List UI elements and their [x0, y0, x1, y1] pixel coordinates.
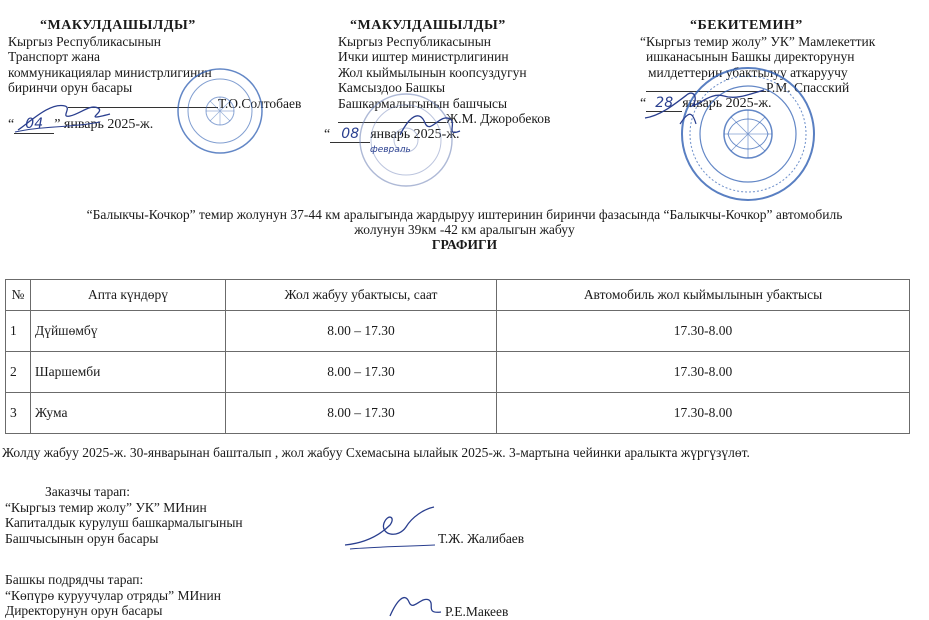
- table-row: [6, 393, 910, 434]
- date-rest: январь 2025-ж.: [682, 95, 772, 111]
- signer-name: Т.О.Солтобаев: [218, 95, 302, 111]
- contractor-signer: Р.Е.Макеев: [445, 604, 509, 619]
- customer-line: Башчысынын орун басары: [5, 530, 159, 546]
- cell-closure-time: 8.00 – 17.30: [226, 393, 497, 434]
- signer-name: Ж.М. Джоробеков: [446, 111, 551, 126]
- handwritten-note: февраль: [370, 145, 411, 155]
- cell-closure-time: 8.00 – 17.30: [226, 352, 497, 393]
- approval-date: “ 04 ” январь 2025-ж.: [8, 116, 154, 132]
- date-day: 04: [14, 117, 54, 134]
- closure-note: Жолду жабуу 2025-ж. 30-январынан башталып , жол жабуу Схемасына ылайык 2025-ж. 3-мартына чейинки аралыкта жүргүзүлөт.: [2, 445, 750, 460]
- column-header-closure-time: Жол жабуу убактысы, саат: [226, 280, 497, 311]
- cell-traffic-time: 17.30-8.00: [497, 352, 910, 393]
- caption-line: жолунун 39км -42 км аралыгын жабуу: [354, 222, 575, 237]
- approval-line: биринчи орун басары: [8, 80, 133, 95]
- approval-line: милдеттерин убактылуу аткаруучу: [648, 64, 848, 80]
- signature-spassky: [640, 84, 770, 129]
- contractor-line: Директорунун орун басары: [5, 603, 163, 618]
- approval-line: Жол кыймылынын коопсуздугун: [338, 64, 527, 80]
- signer-name: Р.М. Спасский: [766, 80, 850, 95]
- customer-signer: Т.Ж. Жалибаев: [438, 531, 525, 546]
- signature-zhalibaev: [340, 505, 440, 555]
- official-stamp-transport-ministry: [175, 66, 265, 156]
- table-row: [6, 311, 910, 352]
- customer-heading: Заказчы тарап:: [45, 484, 130, 499]
- cell-weekday: Жума: [31, 393, 226, 434]
- column-header-traffic-time: Автомобиль жол кыймылынын убактысы: [497, 280, 910, 311]
- customer-line: “Кыргыз темир жолу” УК” МИнин: [5, 499, 207, 515]
- document-caption: [0, 207, 929, 252]
- approval-line: ишканасынын Башкы директорунун: [646, 49, 855, 64]
- approval-date: “ 28 январь 2025-ж.: [640, 94, 772, 111]
- schedule-table: [5, 279, 910, 434]
- cell-number: 3: [6, 393, 31, 434]
- signature-makeev: [385, 590, 445, 620]
- approval-line: “Кыргыз темир жолу” УК” Мамлекеттик: [640, 33, 876, 49]
- table-row: [6, 352, 910, 393]
- customer-block: [5, 484, 243, 546]
- column-header-weekday: Апта күндөрү: [31, 280, 226, 311]
- approval-line: Башкармалыгынын башчысы: [338, 95, 508, 111]
- approval-line: коммуникациялар министрлигинин: [8, 64, 212, 80]
- approval-line: Ички иштер министрлигинин: [338, 49, 509, 64]
- signature-dzhorobekov: [395, 105, 465, 150]
- table-header-row: [6, 280, 910, 311]
- contractor-line: “Көпүрө куруучулар отряды” МИнин: [5, 587, 221, 603]
- approval-line: Камсыздоо Башкы: [338, 80, 446, 95]
- approval-title: “БЕКИТЕМИН”: [690, 18, 803, 33]
- caption-heading: ГРАФИГИ: [431, 237, 498, 252]
- caption-line: “Балыкчы-Кочкор” темир жолунун 37-44 км аралыгында жардыруу иштеринин биринчи фазасында “Балыкчы-Кочкор” автомобиль: [86, 207, 843, 222]
- approval-title: “МАКУЛДАШЫЛДЫ”: [40, 18, 196, 33]
- approval-date: “ 08 январь 2025-ж.: [324, 125, 460, 142]
- cell-weekday: Дүйшөмбү: [31, 311, 226, 352]
- date-day: 08: [330, 127, 370, 144]
- contractor-block: [5, 572, 221, 619]
- date-rest: ” январь 2025-ж.: [54, 117, 154, 132]
- date-rest: январь 2025-ж.: [370, 126, 460, 142]
- approval-title: “МАКУЛДАШЫЛДЫ”: [350, 18, 506, 33]
- contractor-heading: Башкы подрядчы тарап:: [5, 572, 144, 587]
- approval-line: Кыргыз Республикасынын: [338, 33, 492, 49]
- cell-traffic-time: 17.30-8.00: [497, 393, 910, 434]
- cell-number: 2: [6, 352, 31, 393]
- cell-closure-time: 8.00 – 17.30: [226, 311, 497, 352]
- approval-line: Транспорт жана: [8, 49, 101, 64]
- approval-line: Кыргыз Республикасынын: [8, 33, 162, 49]
- cell-traffic-time: 17.30-8.00: [497, 311, 910, 352]
- cell-number: 1: [6, 311, 31, 352]
- cell-weekday: Шаршемби: [31, 352, 226, 393]
- date-day: 28: [646, 96, 682, 113]
- column-header-number: №: [6, 280, 31, 311]
- signature-soltobaev: [10, 92, 120, 137]
- customer-line: Капиталдык курулуш башкармалыгынын: [5, 515, 243, 530]
